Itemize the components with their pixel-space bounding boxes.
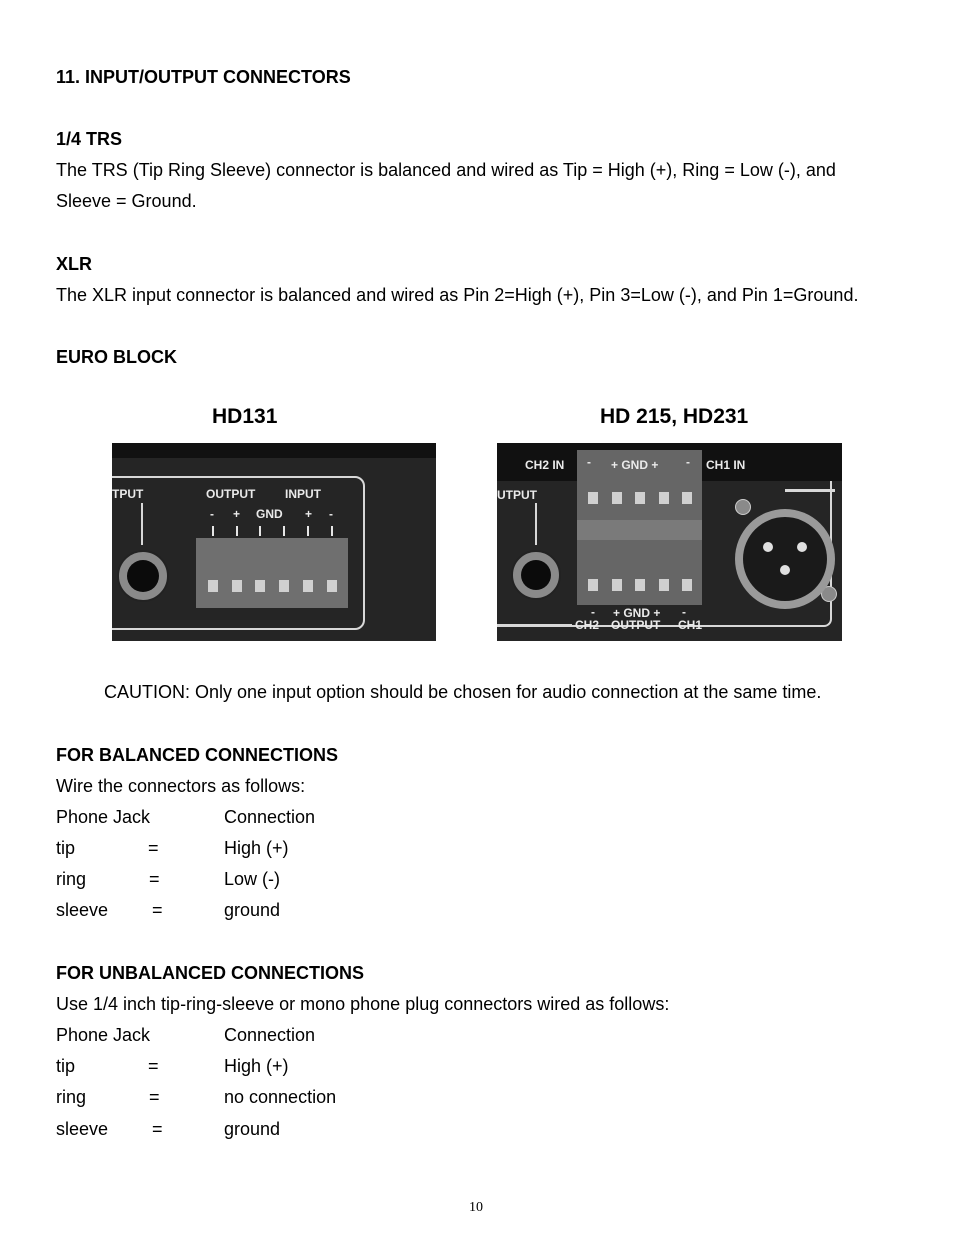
output-label: OUTPUT [611, 618, 661, 632]
output-partial-label: TPUT [112, 487, 144, 501]
xlr-text-line1: The XLR input connector is balanced and wired as Pin 2=High (+), Pin 3=Low (-), and Pin 1=Ground. [56, 285, 859, 305]
panel-top-strip [112, 443, 436, 458]
balanced-row-name: sleeve [56, 900, 109, 920]
input-label: INPUT [285, 487, 321, 501]
trs-heading: 1/4 TRS [56, 129, 123, 149]
unbalanced-row-name: tip [56, 1056, 76, 1076]
figure-label-hd215-hd231: HD 215, HD231 [600, 405, 749, 428]
unbalanced-col-connection: Connection [224, 1025, 316, 1045]
pin-label-plus-2: + [305, 507, 313, 521]
ch2-label: CH2 [575, 618, 600, 632]
screw-icon [735, 499, 751, 515]
section-title: 11. INPUT/OUTPUT CONNECTORS [56, 67, 351, 87]
balanced-row-value: ground [224, 900, 281, 920]
top-minus-left: - [587, 455, 591, 469]
pin-label-minus-1: - [210, 507, 214, 521]
balanced-row-value: High (+) [224, 838, 289, 858]
xlr-marker-line [785, 489, 835, 492]
pin-label-gnd: GND [256, 507, 283, 521]
output-label: OUTPUT [206, 487, 256, 501]
pin-label-plus-1: + [233, 507, 241, 521]
jack-leader-line [535, 503, 537, 545]
phone-jack [511, 550, 561, 600]
bottom-line-left [497, 624, 572, 626]
pin-label-minus-2: - [329, 507, 333, 521]
phone-jack [117, 550, 169, 602]
balanced-row-eq: = [149, 869, 160, 889]
output-partial-label: UTPUT [497, 488, 537, 502]
euro-block-connector [196, 538, 348, 608]
hd131-panel-image [112, 443, 436, 641]
top-pin-labels: + GND + [611, 458, 659, 472]
unbalanced-col-phone-jack: Phone Jack [56, 1025, 151, 1045]
xlr-connector [735, 509, 835, 609]
trs-text-line2: Sleeve = Ground. [56, 191, 197, 211]
jack-leader-line [141, 503, 143, 545]
caution-text: CAUTION: Only one input option should be chosen for audio connection at the same time. [104, 682, 822, 702]
unbalanced-row-value: ground [224, 1119, 281, 1139]
balanced-col-phone-jack: Phone Jack [56, 807, 151, 827]
balanced-row-eq: = [148, 838, 159, 858]
balanced-row-name: tip [56, 838, 76, 858]
balanced-heading: FOR BALANCED CONNECTIONS [56, 745, 338, 765]
unbalanced-row-value: High (+) [224, 1056, 289, 1076]
page-number: 10 [469, 1200, 483, 1215]
stacked-euro-block-connectors [577, 450, 702, 605]
ch1-label: CH1 [678, 618, 703, 632]
balanced-col-connection: Connection [224, 807, 316, 827]
xlr-heading: XLR [56, 254, 92, 274]
balanced-row-eq: = [152, 900, 163, 920]
balanced-row-name: ring [56, 869, 87, 889]
balanced-intro: Wire the connectors as follows: [56, 776, 306, 796]
bottom-pin-labels: + GND + [613, 606, 661, 620]
euro-block-heading: EURO BLOCK [56, 347, 177, 367]
bottom-minus-left: - [591, 605, 595, 619]
ch1-in-label: CH1 IN [706, 458, 746, 472]
figure-label-hd131: HD131 [212, 405, 278, 428]
unbalanced-row-eq: = [148, 1056, 159, 1076]
hd215-hd231-panel-image [497, 443, 842, 641]
unbalanced-row-name: ring [56, 1087, 87, 1107]
unbalanced-row-eq: = [149, 1087, 160, 1107]
top-minus-right: - [686, 455, 690, 469]
unbalanced-row-value: no connection [224, 1087, 337, 1107]
unbalanced-intro: Use 1/4 inch tip-ring-sleeve or mono phone plug connectors wired as follows: [56, 994, 670, 1014]
bottom-minus-right: - [682, 605, 686, 619]
balanced-row-value: Low (-) [224, 869, 281, 889]
trs-text-line1: The TRS (Tip Ring Sleeve) connector is balanced and wired as Tip = High (+), Ring = Low (-), and [56, 160, 836, 180]
unbalanced-row-name: sleeve [56, 1119, 109, 1139]
ch2-in-label: CH2 IN [525, 458, 565, 472]
unbalanced-row-eq: = [152, 1119, 163, 1139]
unbalanced-heading: FOR UNBALANCED CONNECTIONS [56, 963, 364, 983]
